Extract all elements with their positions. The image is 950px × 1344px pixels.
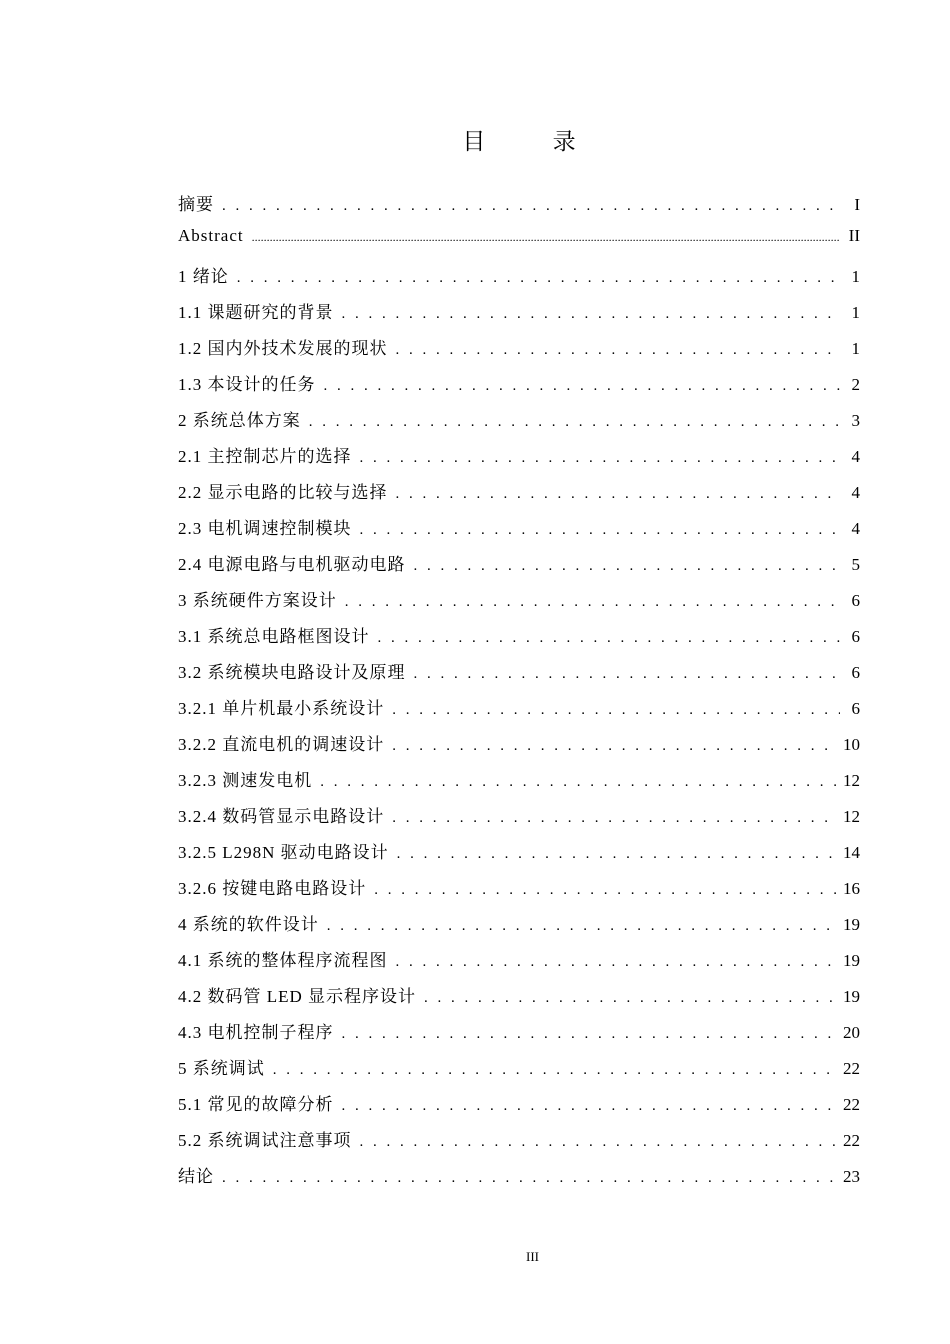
toc-entry-label: 结论 [178,1167,214,1186]
toc-entry[interactable] [178,802,860,838]
toc-entry-page: 23 [843,1167,860,1186]
toc-leader [320,774,837,791]
toc-entry-label: 2.4 电源电路与电机驱动电路 [178,555,406,574]
toc-leader [392,702,840,719]
toc-entry[interactable] [178,730,860,766]
toc-leader [392,810,837,827]
toc-entry-label: 2.3 电机调速控制模块 [178,519,352,538]
toc-entry[interactable] [178,298,860,334]
toc-entry[interactable] [178,874,860,910]
toc-leader [378,630,841,647]
toc-entry-label: 3.2.5 L298N 驱动电路设计 [178,843,389,862]
toc-entry-label: 3 系统硬件方案设计 [178,591,337,610]
toc-entry-page: 19 [843,915,860,934]
toc-entry-label: 3.2.2 直流电机的调速设计 [178,735,385,754]
toc-entry[interactable] [178,1162,860,1198]
toc-entry-label: 2.1 主控制芯片的选择 [178,447,352,466]
toc-leader [342,306,841,323]
toc-entry[interactable] [178,442,860,478]
toc-entry[interactable] [178,262,860,298]
page-title: 目 录 [462,129,606,155]
toc-leader [396,954,838,971]
toc-entry-label: 4.1 系统的整体程序流程图 [178,951,388,970]
toc-leader [414,558,841,575]
toc-leader [252,230,840,245]
toc-leader [273,1062,837,1079]
toc-entry-label: 5.2 系统调试注意事项 [178,1131,352,1150]
toc-entry[interactable] [178,694,860,730]
toc-leader [414,666,841,683]
toc-entry-page: 4 [851,483,860,502]
toc-entry-page: 20 [843,1023,860,1042]
toc-leader [237,270,840,287]
toc-entry[interactable] [178,982,860,1018]
toc-leader [345,594,840,611]
toc-leader [360,522,841,539]
toc-entry-page: 12 [843,771,860,790]
toc-entry-label: 1.2 国内外技术发展的现状 [178,339,388,358]
toc-entry-page: 2 [851,375,860,394]
toc-entry[interactable] [178,586,860,622]
toc-entry-label: 4.3 电机控制子程序 [178,1023,334,1042]
toc-entry-page: 16 [843,879,860,898]
toc-entry[interactable] [178,370,860,406]
toc-leader [327,918,837,935]
toc-entry-label: 摘要 [178,195,214,214]
toc-entry[interactable] [178,1090,860,1126]
toc-entry-label: 3.2.1 单片机最小系统设计 [178,699,385,718]
toc-entry-page: 10 [843,735,860,754]
toc-entry-page: 4 [851,447,860,466]
toc-entry-label: Abstract [178,226,244,245]
toc-entry[interactable] [178,910,860,946]
toc-entry-label: 5.1 常见的故障分析 [178,1095,334,1114]
toc-leader [360,450,841,467]
toc-entry-page: I [854,195,860,214]
toc-entry-label: 1.3 本设计的任务 [178,375,316,394]
toc-entry-label: 4.2 数码管 LED 显示程序设计 [178,987,417,1006]
toc-leader [360,1134,838,1151]
toc-leader [222,198,840,215]
toc-entry[interactable] [178,550,860,586]
toc-entry-label: 4 系统的软件设计 [178,915,319,934]
toc-entry[interactable] [178,1054,860,1090]
toc-entry[interactable] [178,658,860,694]
toc-entry-label: 2 系统总体方案 [178,411,301,430]
toc-entry-page: 6 [851,591,860,610]
toc-entry-page: 1 [851,303,860,322]
toc-entry-label: 3.2.3 测速发电机 [178,771,313,790]
table-of-contents [178,190,860,1198]
toc-entry-page: 19 [843,951,860,970]
toc-entry-page: 6 [851,663,860,682]
toc-entry-label: 3.2.6 按键电路电路设计 [178,879,367,898]
toc-entry-page: 14 [843,843,860,862]
toc-entry-page: 12 [843,807,860,826]
toc-entry-label: 3.2 系统模块电路设计及原理 [178,663,406,682]
toc-leader [424,990,837,1007]
toc-entry[interactable] [178,622,860,658]
toc-leader [397,846,837,863]
toc-leader [222,1170,837,1187]
toc-entry-page: 22 [843,1059,860,1078]
toc-entry[interactable] [178,766,860,802]
toc-entry[interactable] [178,406,860,442]
toc-entry-page: 3 [851,411,860,430]
toc-entry-page: II [848,226,860,245]
toc-entry-label: 3.2.4 数码管显示电路设计 [178,807,385,826]
toc-leader [309,414,840,431]
toc-leader [324,378,841,395]
toc-leader [392,738,837,755]
toc-entry-label: 2.2 显示电路的比较与选择 [178,483,388,502]
toc-entry-page: 22 [843,1131,860,1150]
toc-entry[interactable] [178,226,860,262]
toc-entry[interactable] [178,478,860,514]
toc-entry-page: 1 [851,267,860,286]
toc-entry[interactable] [178,334,860,370]
toc-entry-page: 6 [851,627,860,646]
toc-entry-page: 4 [851,519,860,538]
toc-entry[interactable] [178,1018,860,1054]
toc-leader [396,486,841,503]
toc-entry-page: 5 [851,555,860,574]
toc-leader [342,1098,838,1115]
toc-entry[interactable] [178,838,860,874]
toc-entry[interactable] [178,946,860,982]
toc-entry-page: 6 [851,699,860,718]
toc-leader [396,342,841,359]
toc-leader [342,1026,838,1043]
toc-entry[interactable] [178,514,860,550]
toc-entry[interactable] [178,190,860,226]
toc-leader [374,882,837,899]
toc-entry-label: 1 绪论 [178,267,229,286]
toc-entry[interactable] [178,1126,860,1162]
toc-entry-label: 1.1 课题研究的背景 [178,303,334,322]
toc-entry-page: 19 [843,987,860,1006]
toc-entry-label: 5 系统调试 [178,1059,265,1078]
toc-entry-page: 1 [851,339,860,358]
toc-entry-label: 3.1 系统总电路框图设计 [178,627,370,646]
page-number: III [526,1249,539,1264]
toc-entry-page: 22 [843,1095,860,1114]
